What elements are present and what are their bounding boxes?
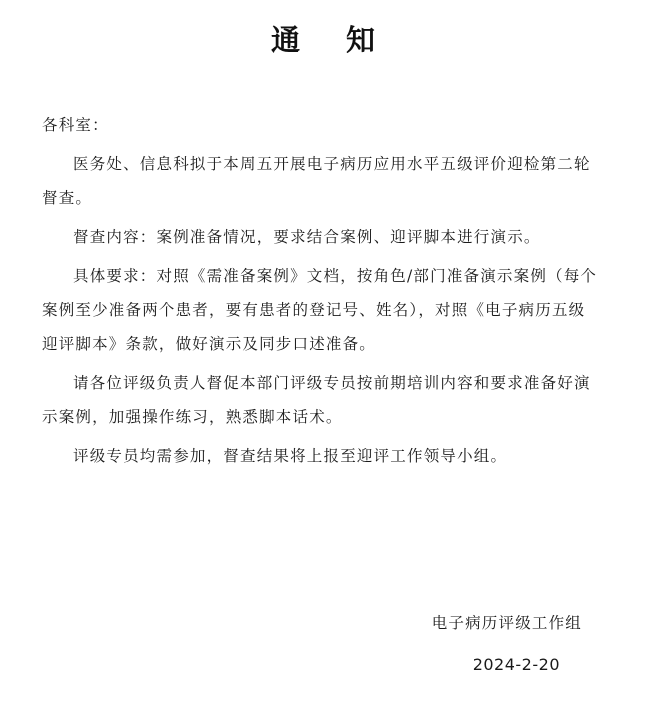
paragraph-request: 请各位评级负责人督促本部门评级专员按前期培训内容和要求准备好演示案例，加强操作练习，熟悉脚本话术。 <box>42 374 591 426</box>
paragraph-schedule: 医务处、信息科拟于本周五开展电子病历应用水平五级评价迎检第二轮督查。 <box>42 155 591 207</box>
paragraph-attendance: 评级专员均需参加，督查结果将上报至迎评工作领导小组。 <box>73 447 508 465</box>
salutation: 各科室： <box>42 116 109 134</box>
paragraph-content: 督查内容：案例准备情况，要求结合案例、迎评脚本进行演示。 <box>73 228 541 246</box>
signature-date: 2024-2-20 <box>472 655 560 674</box>
paragraph-requirements: 具体要求：对照《需准备案例》文档，按角色/部门准备演示案例（每个案例至少准备两个患者，要有患者的登记号、姓名），对照《电子病历五级迎评脚本》条款，做好演示及同步口述准备。 <box>42 267 598 353</box>
notice-title: 通 知 <box>270 23 394 57</box>
signature-org: 电子病历评级工作组 <box>431 614 582 632</box>
notice-body <box>42 108 602 478</box>
